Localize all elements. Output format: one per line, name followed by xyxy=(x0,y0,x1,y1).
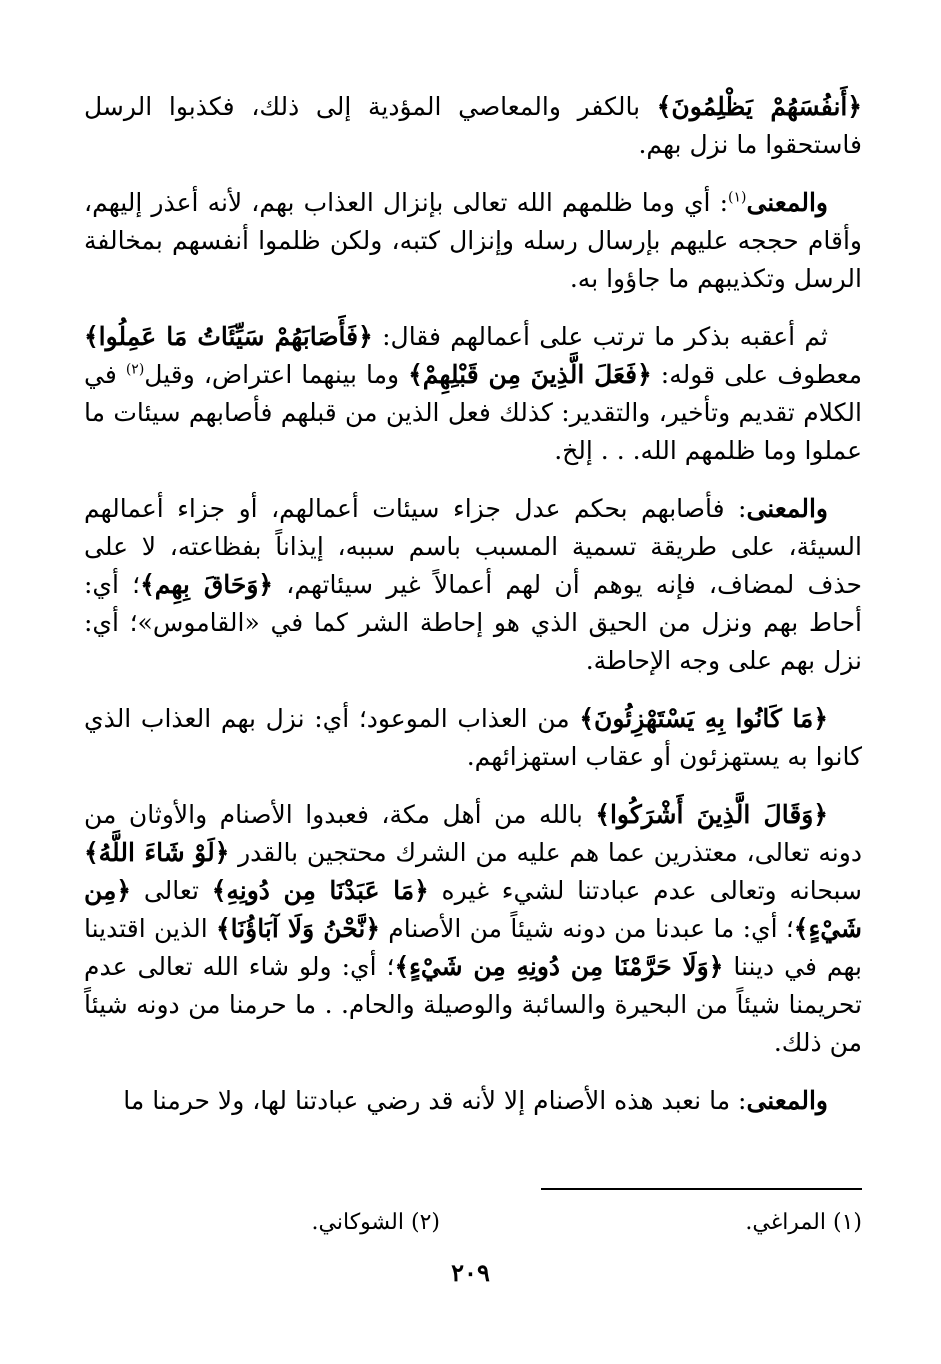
paragraph xyxy=(84,318,862,470)
paragraph-text: بالله من أهل مكة، فعبدوا الأصنام والأوثان من دونه تعالى، معتذرين عما هم عليه من الشرك محتجين بالقدر xyxy=(84,800,862,867)
paragraph-text: ؛ أي: أحاط بهم ونزل من الحيق الذي هو إحاطة الشر كما في «القاموس»؛ أي: نزل بهم على وجه الإحاطة. xyxy=(84,570,862,675)
quran-quote: ﴿أَنفُسَهُمْ يَظْلِمُونَ﴾ xyxy=(656,92,862,121)
paragraph-text: من العذاب الموعود؛ أي: نزل بهم العذاب الذي كانوا به يستهزئون أو عقاب استهزائهم. xyxy=(84,704,862,771)
paragraph-text: : ما نعبد هذه الأصنام إلا لأنه قد رضي عبادتنا لها، ولا حرمنا ما xyxy=(123,1086,747,1115)
paragraph-text: في الكلام تقديم وتأخير، والتقدير: كذلك فعل الذين من قبلهم فأصابهم سيئات ما عملوا وما ظلمهم الله. . . إلخ. xyxy=(84,360,862,465)
paragraph-text: تعالى xyxy=(131,876,212,905)
emphasis-term: والمعنى xyxy=(746,494,828,523)
footnote-text: الشوكاني. xyxy=(311,1210,404,1235)
paragraph xyxy=(84,700,862,776)
footnote-1 xyxy=(745,1208,862,1238)
page-number: ٢٠٩ xyxy=(451,1258,490,1287)
paragraph-text: ثم أعقبه بذكر ما ترتب على أعمالهم فقال: xyxy=(372,322,828,351)
footnote-number: (١) xyxy=(832,1210,862,1235)
paragraph-text: : فأصابهم بحكم عدل جزاء سيئات أعمالهم، أو جزاء أعمالهم السيئة، على طريقة تسمية المسبب باسم سببه، إيذاناً بفظاعته، لا على حذف لمضاف، فإنه يوهم أن لهم أعمالاً غير سيئاتهم، xyxy=(84,494,862,599)
footnote-2 xyxy=(312,1208,440,1238)
quran-quote: ﴿مَا كَانُوا بِهِ يَسْتَهْزِئُونَ﴾ xyxy=(579,704,828,733)
quran-quote: ﴿وَلَا حَرَّمْنَا مِن دُونِهِ مِن شَيْءٍ﴾ xyxy=(394,952,724,981)
quran-quote: ﴿فَعَلَ الَّذِينَ مِن قَبْلِهِمْ﴾ xyxy=(408,360,652,389)
paragraph xyxy=(84,88,862,164)
footnote-ref: (٢) xyxy=(125,361,145,378)
emphasis-term: والمعنى xyxy=(746,188,828,217)
paragraph-text: ؛ أي: ما عبدنا من دونه شيئاً من الأصنام xyxy=(379,914,794,943)
quran-quote: ﴿مَا عَبَدْنَا مِن دُونِهِ﴾ xyxy=(211,876,429,905)
footnote-ref: (١) xyxy=(728,189,747,206)
emphasis-term: والمعنى xyxy=(746,1086,828,1115)
paragraph xyxy=(84,1082,862,1120)
paragraph-text: معطوف على قوله: xyxy=(651,360,862,389)
quran-quote: ﴿فَأَصَابَهُمْ سَيِّئَاتُ مَا عَمِلُوا﴾ xyxy=(84,322,373,351)
footnote-number: (٢) xyxy=(410,1210,440,1235)
paragraph-text: : أي وما ظلمهم الله تعالى بإنزال العذاب بهم، لأنه أعذر إليهم، وأقام حججه عليهم بإرسال رسله وإنزال كتبه، ولكن ظلموا أنفسهم بمخالفة الرسل وتكذيبهم ما جاؤوا به. xyxy=(84,188,862,293)
paragraph-text: وما بينهما اعتراض، وقيل xyxy=(144,360,409,389)
quran-quote: ﴿لَوْ شَاءَ اللَّهُ﴾ xyxy=(84,838,230,867)
quran-quote: ﴿وَحَاقَ بِهِم﴾ xyxy=(140,570,274,599)
quran-quote: ﴿وَقَالَ الَّذِينَ أَشْرَكُوا﴾ xyxy=(595,800,829,829)
paragraph xyxy=(84,796,862,1062)
page-body xyxy=(84,88,862,1140)
quran-quote: ﴿مِن شَيْءٍ﴾ xyxy=(84,876,862,943)
paragraph-text: ؛ أي: ولو شاء الله تعالى عدم تحريمنا شيئاً من البحيرة والسائبة والوصيلة والحام. . ما حرمنا من دونه شيئاً من ذلك. xyxy=(84,952,862,1057)
footnotes xyxy=(82,1208,862,1242)
paragraph-text: سبحانه وتعالى عدم عبادتنا لشيء غيره xyxy=(428,876,862,905)
paragraph-text: بالكفر والمعاصي المؤدية إلى ذلك، فكذبوا الرسل فاستحقوا ما نزل بهم. xyxy=(84,92,862,159)
quran-quote: ﴿نَّحْنُ وَلَا آبَاؤُنَا﴾ xyxy=(215,914,380,943)
footnote-divider xyxy=(541,1188,862,1190)
paragraph xyxy=(84,490,862,680)
footnote-text: المراغي. xyxy=(745,1210,826,1235)
paragraph xyxy=(84,184,862,298)
paragraph-text: الذين اقتدينا بهم في ديننا xyxy=(84,914,863,981)
